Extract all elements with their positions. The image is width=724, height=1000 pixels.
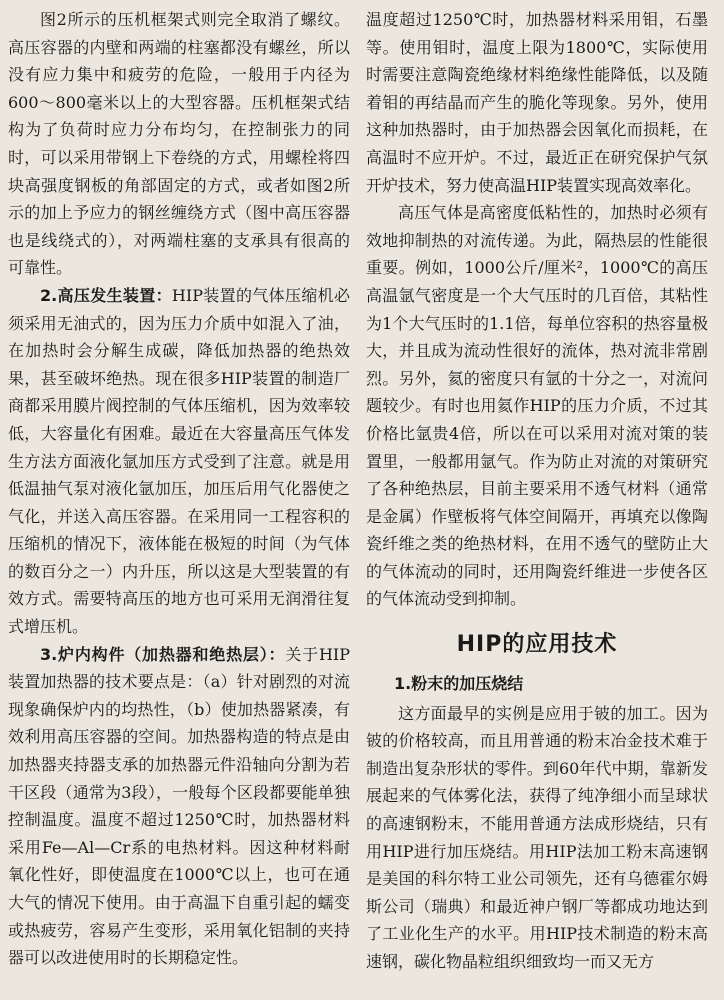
subsection-heading: 1.粉末的加压烧结	[394, 674, 524, 694]
paragraph-furnace-components	[8, 641, 350, 972]
paragraph-pressure-generator	[8, 282, 350, 641]
left-column	[8, 6, 350, 1000]
paragraph-press-frame: 图2所示的压机框架式则完全取消了螺纹。高压容器的内壁和两端的柱塞都没有螺丝，所以没有应力集中和疲劳的危险，一般用于内径为600～800毫米以上的大型容器。压机框架式结构为了负荷时应力分布均匀，在控制张力的同时，可以采用带钢上下卷绕的方式，用螺栓将四块高强度钢板的角部固定的方式，或者如图2所示的加上予应力的钢丝缠绕方式（图中高压容器也是线绕式的），对两端柱塞的支承具有很高的可靠性。	[8, 10, 350, 278]
section-heading: HIP的应用技术	[456, 632, 618, 658]
paragraph-pressure-generator-text: HIP装置的气体压缩机必须采用无油式的，因为压力介质中如混入了油，在加热时会分解生成碳，降低加热器的绝热效果，甚至破坏绝热。现在很多HIP装置的制造厂商都采用膜片阀控制的气体压缩机，因为效率较低，大容量化有困难。最近在大容量高压气体发生方法方面液化氩加压方式受到了注意。就是用低温抽气泵对液化氩加压，加压后用气化器使之气化，并送入高压容器。在采用同一工程容积的压缩机的情况下，液体能在极短的时间（为气体的数百分之一）内升压，所以这是大型装置的有效方式。需要特高压的地方也可采用无润滑往复式增压机。	[8, 285, 350, 637]
right-column	[366, 6, 708, 1000]
paragraph-heater-high-temp: 温度超过1250℃时，加热器材料采用钼，石墨等。使用钼时，温度上限为1800℃，实际使用时需要注意陶瓷绝缘材料绝缘性能降低，以及随着钼的再结晶而产生的脆化等现象。另外，使用这种加热器时，由于加热器会因氧化而损耗，在高温时不应开炉。不过，最近正在研究保护气氛开炉技术，努力使高温HIP装置实现高效率化。	[366, 10, 708, 195]
paragraph-gas-convection: 高压气体是高密度低粘性的，加热时必须有效地抑制热的对流传递。为此，隔热层的性能很重要。例如，1000公斤/厘米²，1000℃的高压高温氩气密度是一个大气压时的几百倍，其粘性为1个大气压时的1.1倍，每单位容积的热容量极大，并且成为流动性很好的流体，热对流非常剧烈。另外，氦的密度只有氩的十分之一，对流问题较少。有时也用氦作HIP的压力介质，不过其价格比氩贵4倍，所以在可以采用对流对策的装置里，一般都用氩气。作为防止对流的对策研究了各种绝热层，目前主要采用不透气材料（通常是金属）作壁板将气体空间隔开，再填充以像陶瓷纤维之类的绝热材料，在用不透气的壁防止大的气体流动的同时，还用陶瓷纤维进一步使各区的气体流动受到抑制。	[366, 203, 708, 609]
paragraph-powder-sintering: 这方面最早的实例是应用于铍的加工。因为铍的价格较高，而且用普通的粉末冶金技术难于制造出复杂形状的零件。到60年代中期，靠新发展起来的气体雾化法，获得了纯净细小而呈球状的高速钢粉末，不能用普通方法成形烧结，只有用HIP进行加压烧结。用HIP法加工粉末高速钢是美国的科尔特工业公司领先，还有乌德霍尔姆斯公司（瑞典）和最近神户钢厂等都成功地达到了工业化生产的水平。用HIP技术制造的粉末高速钢，碳化物晶粒组织细致均一而又无方	[366, 703, 708, 971]
section-label-furnace-components: 3.炉内构件（加热器和绝热层）：	[40, 644, 286, 664]
paragraph-furnace-components-text: 关于HIP装置加热器的技术要点是：（a）针对剧烈的对流现象确保炉内的均热性，（b）使加热器紧凑，有效利用高压容器的空间。加热器构造的特点是由加热器夹持器支承的加热器元件沿轴向分割为若干区段（通常为3段），一般每个区段都要能单独控制温度。温度不超过1250℃时，加热器材料采用Fe—Al—Cr系的电热材料。因这种材料耐氧化性好，即使温度在1000℃以上，也可在通大气的情况下使用。由于高温下自重引起的蠕变或热疲劳，容易产生变形，采用氧化铝制的夹持器可以改进使用时的长期稳定性。	[8, 644, 350, 968]
section-label-pressure-generator: 2.高压发生装置：	[40, 285, 172, 305]
